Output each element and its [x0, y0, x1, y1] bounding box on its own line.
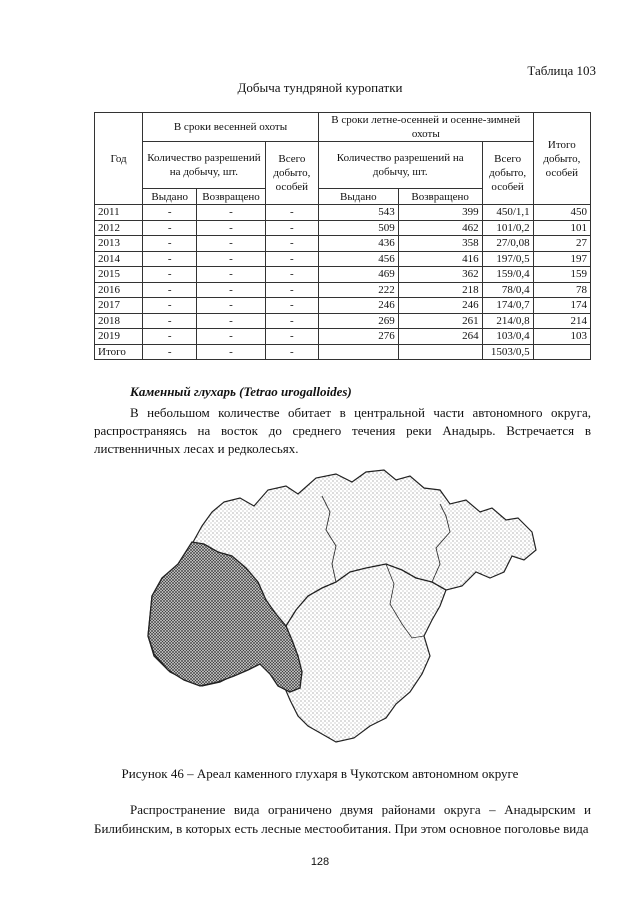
cell-summer-total: 174/0,7 — [482, 298, 533, 314]
cell-summer-total: 197/0,5 — [482, 251, 533, 267]
cell-summer-issued: 246 — [318, 298, 398, 314]
cell-spring-issued: - — [143, 205, 197, 221]
species-paragraph-text: В небольшом количестве обитает в центральной части автономного округа, распространяясь на восток до среднего течения реки Анадырь. Встречается в лиственничных лесах и редколесьях. — [94, 405, 591, 456]
cell-spring-returned: - — [197, 298, 266, 314]
harvest-table — [94, 112, 591, 360]
cell-spring-issued: - — [143, 236, 197, 252]
cell-grand-total: 78 — [533, 282, 590, 298]
header-total-spring: Всего добыто, особей — [265, 142, 318, 205]
cell-year: 2019 — [95, 329, 143, 345]
range-map — [140, 460, 540, 760]
cell-spring-total: - — [265, 205, 318, 221]
cell-spring-total: - — [265, 236, 318, 252]
cell-summer-total: 27/0,08 — [482, 236, 533, 252]
header-permits-summer: Количество разрешений на добычу, шт. — [318, 142, 482, 189]
table-body — [95, 205, 591, 360]
header-spring: В сроки весенней охоты — [143, 113, 319, 142]
header-issued: Выдано — [143, 189, 197, 205]
cell-spring-returned: - — [197, 220, 266, 236]
species-paragraph — [94, 404, 591, 458]
cell-summer-returned: 246 — [398, 298, 482, 314]
cell-summer-issued — [318, 344, 398, 360]
table-row — [95, 298, 591, 314]
cell-summer-returned: 416 — [398, 251, 482, 267]
cell-summer-issued: 456 — [318, 251, 398, 267]
cell-summer-returned: 218 — [398, 282, 482, 298]
cell-summer-returned — [398, 344, 482, 360]
header-returned: Возвращено — [197, 189, 266, 205]
table-row — [95, 267, 591, 283]
cell-summer-total: 159/0,4 — [482, 267, 533, 283]
cell-grand-total: 450 — [533, 205, 590, 221]
table-title: Добыча тундряной куропатки — [237, 80, 403, 95]
cell-summer-total: 103/0,4 — [482, 329, 533, 345]
cell-summer-total: 1503/0,5 — [482, 344, 533, 360]
cell-year: 2013 — [95, 236, 143, 252]
cell-grand-total: 27 — [533, 236, 590, 252]
cell-spring-issued: - — [143, 267, 197, 283]
cell-summer-issued: 222 — [318, 282, 398, 298]
cell-year: 2017 — [95, 298, 143, 314]
cell-spring-issued: - — [143, 251, 197, 267]
distribution-paragraph-text: Распространение вида ограничено двумя районами округа – Анадырским и Билибинским, в которых есть лесные местообитания. При этом основное поголовье вида — [94, 802, 591, 836]
cell-spring-returned: - — [197, 251, 266, 267]
cell-summer-issued: 436 — [318, 236, 398, 252]
header-year: Год — [95, 113, 143, 205]
table-row — [95, 251, 591, 267]
table-row — [95, 313, 591, 329]
cell-spring-returned: - — [197, 282, 266, 298]
cell-summer-returned: 362 — [398, 267, 482, 283]
cell-summer-returned: 462 — [398, 220, 482, 236]
cell-spring-total: - — [265, 313, 318, 329]
cell-spring-returned: - — [197, 313, 266, 329]
cell-grand-total: 103 — [533, 329, 590, 345]
cell-summer-issued: 543 — [318, 205, 398, 221]
distribution-paragraph — [94, 800, 591, 838]
cell-year: 2011 — [95, 205, 143, 221]
cell-spring-returned: - — [197, 236, 266, 252]
cell-spring-issued: - — [143, 313, 197, 329]
cell-grand-total — [533, 344, 590, 360]
table-row — [95, 329, 591, 345]
cell-summer-total: 78/0,4 — [482, 282, 533, 298]
cell-summer-issued: 469 — [318, 267, 398, 283]
table-row — [95, 344, 591, 360]
cell-year: 2012 — [95, 220, 143, 236]
cell-grand-total: 174 — [533, 298, 590, 314]
cell-spring-issued: - — [143, 282, 197, 298]
cell-spring-issued: - — [143, 329, 197, 345]
cell-spring-returned: - — [197, 329, 266, 345]
cell-grand-total: 159 — [533, 267, 590, 283]
cell-spring-total: - — [265, 329, 318, 345]
page-number: 128 — [310, 856, 330, 868]
table-number: Таблица 103 — [527, 63, 596, 78]
cell-grand-total: 101 — [533, 220, 590, 236]
header-issued-2: Выдано — [318, 189, 398, 205]
cell-summer-returned: 264 — [398, 329, 482, 345]
cell-spring-returned: - — [197, 267, 266, 283]
cell-spring-total: - — [265, 282, 318, 298]
cell-year: 2014 — [95, 251, 143, 267]
figure-caption: Рисунок 46 – Ареал каменного глухаря в Чукотском автономном округе — [121, 766, 519, 781]
header-grand-total: Итого добыто, особей — [533, 113, 590, 205]
cell-year: Итого — [95, 344, 143, 360]
cell-summer-total: 214/0,8 — [482, 313, 533, 329]
cell-summer-issued: 269 — [318, 313, 398, 329]
table-row — [95, 236, 591, 252]
cell-spring-returned: - — [197, 344, 266, 360]
cell-spring-total: - — [265, 298, 318, 314]
cell-summer-total: 101/0,2 — [482, 220, 533, 236]
cell-summer-returned: 261 — [398, 313, 482, 329]
cell-summer-issued: 276 — [318, 329, 398, 345]
cell-spring-issued: - — [143, 220, 197, 236]
cell-spring-total: - — [265, 251, 318, 267]
header-returned-2: Возвращено — [398, 189, 482, 205]
cell-spring-total: - — [265, 344, 318, 360]
cell-summer-total: 450/1,1 — [482, 205, 533, 221]
cell-spring-issued: - — [143, 344, 197, 360]
cell-year: 2015 — [95, 267, 143, 283]
header-total-summer: Всего добыто, особей — [482, 142, 533, 205]
cell-spring-issued: - — [143, 298, 197, 314]
cell-summer-returned: 358 — [398, 236, 482, 252]
cell-summer-issued: 509 — [318, 220, 398, 236]
cell-summer-returned: 399 — [398, 205, 482, 221]
cell-grand-total: 214 — [533, 313, 590, 329]
cell-spring-returned: - — [197, 205, 266, 221]
header-permits-spring: Количество разрешений на добычу, шт. — [143, 142, 266, 189]
cell-spring-total: - — [265, 267, 318, 283]
table-row — [95, 220, 591, 236]
table-row — [95, 205, 591, 221]
cell-grand-total: 197 — [533, 251, 590, 267]
cell-year: 2016 — [95, 282, 143, 298]
cell-year: 2018 — [95, 313, 143, 329]
table-row — [95, 282, 591, 298]
species-heading: Каменный глухарь (Tetrao urogalloides) — [130, 384, 352, 399]
header-summer: В сроки летне-осенней и осенне-зимней охоты — [318, 113, 533, 142]
cell-spring-total: - — [265, 220, 318, 236]
